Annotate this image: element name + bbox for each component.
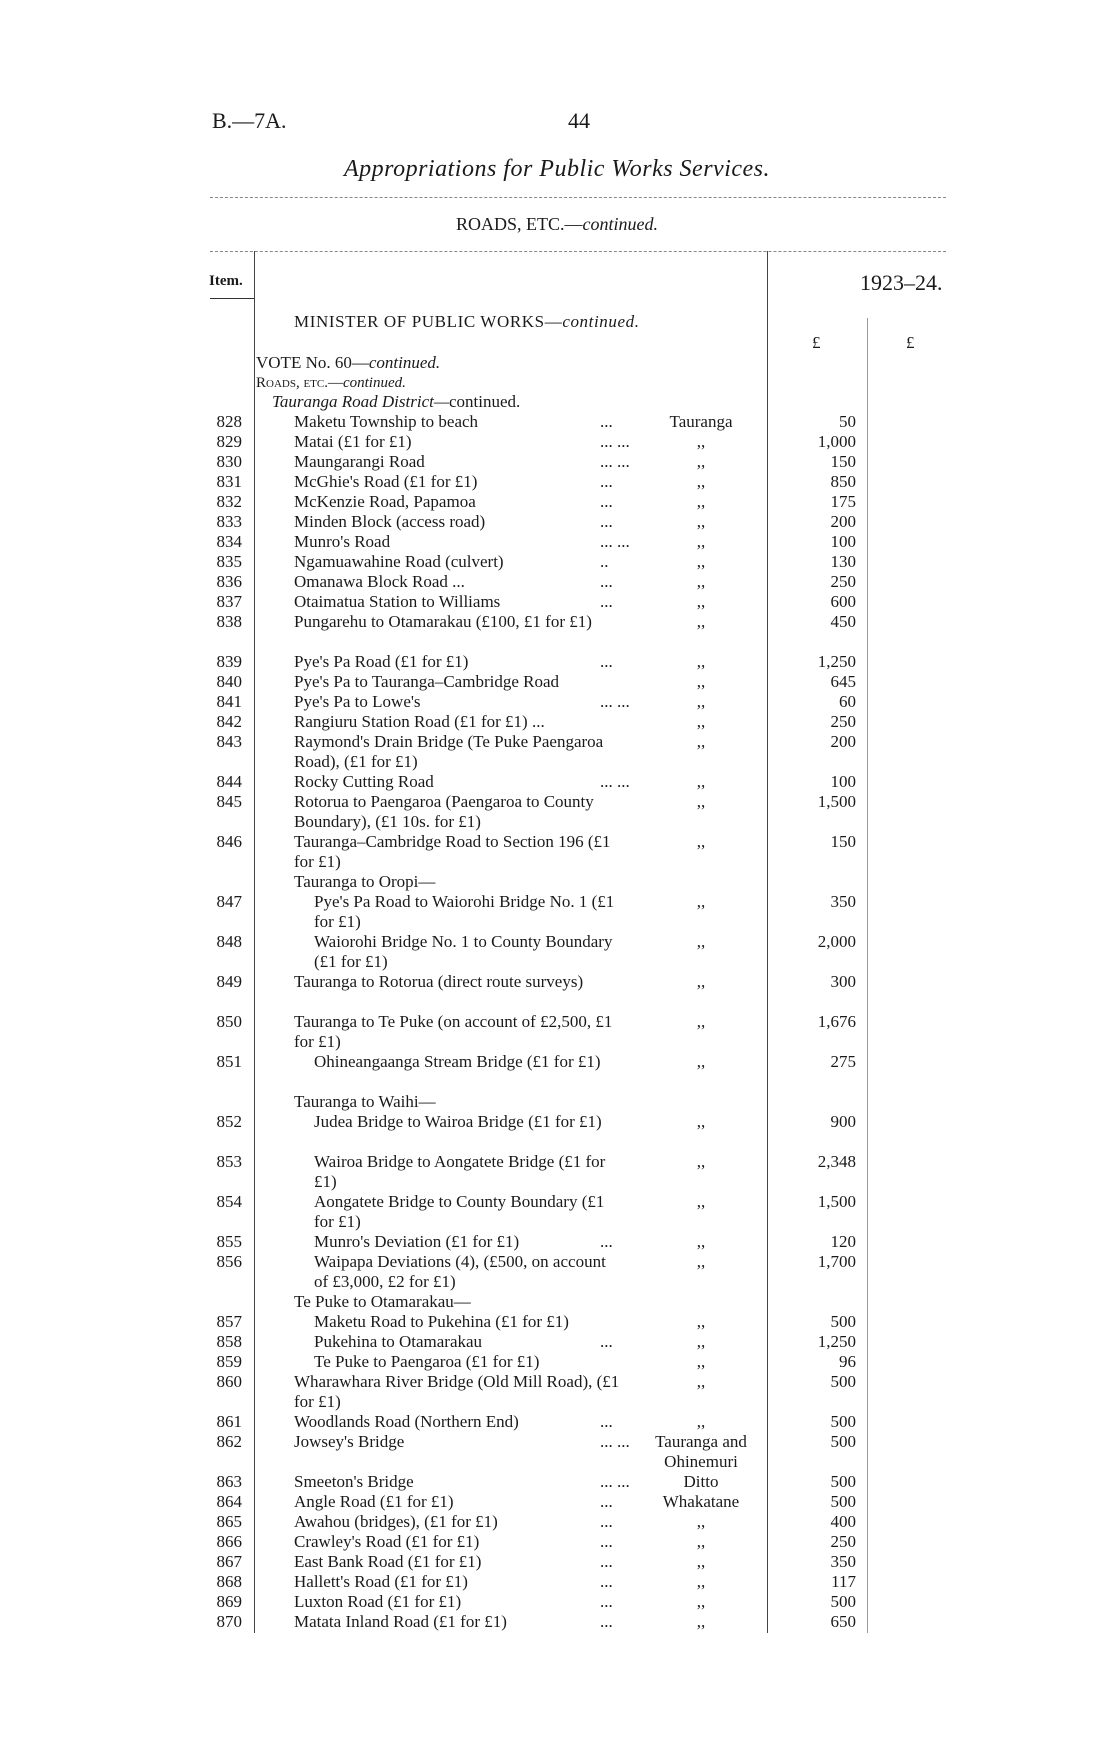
- appropriation-amount: 1,676: [817, 1012, 856, 1031]
- item-description: Wairoa Bridge to Aongatete Bridge (£1 for £1): [314, 1152, 606, 1191]
- item-column-header: Item.: [209, 273, 243, 289]
- dot-leader: ... ...: [600, 432, 630, 451]
- item-number: 868: [216, 1572, 242, 1591]
- item-number: 867: [216, 1552, 242, 1571]
- item-description: Judea Bridge to Wairoa Bridge (£1 for £1): [314, 1112, 602, 1131]
- item-description: Munro's Deviation (£1 for £1): [314, 1232, 520, 1251]
- table-top-divider: [210, 251, 946, 252]
- item-number: 841: [216, 692, 242, 711]
- electorate-name: ,,: [696, 932, 706, 951]
- dot-leader: ...: [600, 1492, 613, 1511]
- item-number: 849: [216, 972, 242, 991]
- item-description: Matata Inland Road (£1 for £1): [294, 1612, 507, 1631]
- appropriation-amount: 500: [830, 1492, 856, 1511]
- appropriation-amount: 500: [830, 1312, 856, 1331]
- appropriation-amount: 2,000: [817, 932, 856, 951]
- item-number: 865: [216, 1512, 242, 1531]
- currency-symbol-1: £: [812, 333, 821, 352]
- electorate-name: ,,: [696, 1012, 706, 1031]
- dot-leader: ...: [600, 412, 613, 431]
- appropriation-amount: 1,500: [817, 1192, 856, 1211]
- electorate-name: ,,: [696, 892, 706, 911]
- dot-leader: ...: [600, 512, 613, 531]
- electorate-name: ,,: [696, 472, 706, 491]
- electorate-name: ,,: [696, 1152, 706, 1171]
- item-number: 855: [216, 1232, 242, 1251]
- ministry-suffix: continued.: [562, 312, 640, 331]
- document-code: B.—7A.: [212, 108, 287, 133]
- electorate-name: ,,: [696, 492, 706, 511]
- item-description: Tauranga–Cambridge Road to Section 196 (£1 for £1): [294, 832, 611, 871]
- electorate-name: ,,: [696, 672, 706, 691]
- item-description: Raymond's Drain Bridge (Te Puke Paengaroa Road), (£1 for £1): [294, 732, 604, 771]
- appropriation-amount: 350: [830, 1552, 856, 1571]
- appropriation-amount: 250: [830, 712, 856, 731]
- electorate-name: ,,: [696, 1232, 706, 1251]
- electorate-name: ,,: [696, 1112, 706, 1131]
- electorate-name: Whakatane: [662, 1492, 740, 1511]
- item-description: Pye's Pa to Lowe's: [294, 692, 421, 711]
- dot-leader: ...: [600, 592, 613, 611]
- appropriation-amount: 96: [839, 1352, 856, 1371]
- appropriation-amount: 1,000: [817, 432, 856, 451]
- electorate-name: ,,: [696, 552, 706, 571]
- item-description: Omanawa Block Road ...: [294, 572, 465, 591]
- year-column-header: 1923–24.: [860, 270, 943, 295]
- appropriation-amount: 350: [830, 892, 856, 911]
- appropriation-amount: 250: [830, 1532, 856, 1551]
- item-description: Otaimatua Station to Williams: [294, 592, 501, 611]
- item-number: 844: [216, 772, 242, 791]
- subheading-te-puke-otamarakau: Te Puke to Otamarakau—: [294, 1292, 471, 1311]
- dot-leader: ..: [600, 552, 609, 571]
- appropriation-amount: 1,500: [817, 792, 856, 811]
- item-number: 858: [216, 1332, 242, 1351]
- item-description: Ngamuawahine Road (culvert): [294, 552, 504, 571]
- electorate-name: ,,: [696, 572, 706, 591]
- item-description: Jowsey's Bridge: [294, 1432, 405, 1451]
- item-description: Pye's Pa Road (£1 for £1): [294, 652, 469, 671]
- item-number: 842: [216, 712, 242, 731]
- dot-leader: ... ...: [600, 772, 630, 791]
- item-description: Maketu Township to beach: [294, 412, 479, 431]
- item-description: Matai (£1 for £1): [294, 432, 412, 451]
- item-description: Pukehina to Otamarakau: [314, 1332, 483, 1351]
- item-description: McKenzie Road, Papamoa: [294, 492, 476, 511]
- item-description: East Bank Road (£1 for £1): [294, 1552, 482, 1571]
- header-divider: [210, 197, 946, 198]
- electorate-name: ,,: [696, 592, 706, 611]
- appropriation-amount: 120: [830, 1232, 856, 1251]
- appropriation-amount: 850: [830, 472, 856, 491]
- item-number: 846: [216, 832, 242, 851]
- vote-suffix: continued.: [368, 353, 441, 372]
- item-number: 870: [216, 1612, 242, 1631]
- electorate-name: ,,: [696, 1412, 706, 1431]
- item-number: 835: [216, 552, 242, 571]
- dot-leader: ...: [600, 1332, 613, 1351]
- item-description: Woodlands Road (Northern End): [294, 1412, 519, 1431]
- item-number: 866: [216, 1532, 242, 1551]
- item-description: Munro's Road: [294, 532, 391, 551]
- electorate-name: ,,: [696, 832, 706, 851]
- appropriation-amount: 60: [839, 692, 856, 711]
- appropriation-amount: 1,250: [817, 652, 856, 671]
- item-number: 861: [216, 1412, 242, 1431]
- electorate-name: ,,: [696, 1592, 706, 1611]
- electorate-name: ,,: [696, 1352, 706, 1371]
- amount-column-rule: [767, 251, 768, 1633]
- item-number: 834: [216, 532, 242, 551]
- dot-leader: ...: [600, 1512, 613, 1531]
- page-title: Appropriations for Public Works Services.: [343, 156, 771, 182]
- item-description: Luxton Road (£1 for £1): [294, 1592, 462, 1611]
- electorate-name: Tauranga and Ohinemuri: [655, 1432, 747, 1471]
- electorate-name: ,,: [696, 972, 706, 991]
- appropriation-amount: 500: [830, 1472, 856, 1491]
- appropriation-amount: 600: [830, 592, 856, 611]
- electorate-name: Ditto: [683, 1472, 719, 1491]
- appropriation-amount: 1,250: [817, 1332, 856, 1351]
- subcolumn-rule: [867, 318, 868, 1633]
- item-description: McGhie's Road (£1 for £1): [294, 472, 478, 491]
- appropriation-amount: 500: [830, 1592, 856, 1611]
- item-number: 853: [216, 1152, 242, 1171]
- item-number: 829: [216, 432, 242, 451]
- item-number: 837: [216, 592, 242, 611]
- item-description: Angle Road (£1 for £1): [294, 1492, 454, 1511]
- dot-leader: ...: [600, 1412, 613, 1431]
- electorate-name: ,,: [696, 652, 706, 671]
- appropriation-amount: 300: [830, 972, 856, 991]
- item-number: 840: [216, 672, 242, 691]
- electorate-name: ,,: [696, 792, 706, 811]
- item-number: 839: [216, 652, 242, 671]
- appropriation-amount: 900: [830, 1112, 856, 1131]
- item-number: 863: [216, 1472, 242, 1491]
- subvote-heading: [256, 375, 406, 392]
- item-description: Tauranga to Te Puke (on account of £2,500, £1 for £1): [294, 1012, 613, 1051]
- electorate-name: ,,: [696, 432, 706, 451]
- dot-leader: ...: [600, 652, 613, 671]
- item-description: Tauranga to Rotorua (direct route surveys): [294, 972, 584, 991]
- appropriation-amount: 200: [830, 512, 856, 531]
- appropriation-amount: 500: [830, 1432, 856, 1451]
- electorate-name: ,,: [696, 1552, 706, 1571]
- electorate-name: ,,: [696, 1052, 706, 1071]
- item-number: 859: [216, 1352, 242, 1371]
- appropriation-amount: 150: [830, 832, 856, 851]
- electorate-name: ,,: [696, 452, 706, 471]
- district-suffix: continued.: [448, 392, 521, 411]
- page-number: 44: [568, 108, 590, 133]
- item-description: Rangiuru Station Road (£1 for £1) ...: [294, 712, 545, 731]
- dot-leader: ...: [600, 492, 613, 511]
- dot-leader: ...: [600, 472, 613, 491]
- item-number: 851: [216, 1052, 242, 1071]
- appropriation-amount: 450: [830, 612, 856, 631]
- dot-leader: ...: [600, 1592, 613, 1611]
- item-description: Pye's Pa Road to Waiorohi Bridge No. 1 (£1 for £1): [314, 892, 615, 931]
- electorate-name: ,,: [696, 1332, 706, 1351]
- electorate-name: ,,: [696, 1612, 706, 1631]
- item-number: 862: [216, 1432, 242, 1451]
- appropriation-amount: 100: [830, 772, 856, 791]
- item-number: 831: [216, 472, 242, 491]
- electorate-name: ,,: [696, 532, 706, 551]
- subvote-label: Roads, etc.—: [256, 375, 343, 391]
- dot-leader: ...: [600, 1572, 613, 1591]
- item-number: 857: [216, 1312, 242, 1331]
- item-description: Maungarangi Road: [294, 452, 425, 471]
- item-number: 843: [216, 732, 242, 751]
- dot-leader: ... ...: [600, 532, 630, 551]
- item-description: Ohineangaanga Stream Bridge (£1 for £1): [314, 1052, 601, 1071]
- appropriation-amount: 250: [830, 572, 856, 591]
- subheading-tauranga-oropi: Tauranga to Oropi—: [294, 872, 436, 891]
- ministry-heading: [294, 312, 640, 332]
- item-description: Minden Block (access road): [294, 512, 486, 531]
- section-label: ROADS, ETC.—: [456, 214, 583, 234]
- electorate-name: ,,: [696, 1312, 706, 1331]
- item-number: 833: [216, 512, 242, 531]
- item-description: Awahou (bridges), (£1 for £1): [294, 1512, 498, 1531]
- item-number: 860: [216, 1372, 242, 1391]
- item-number: 830: [216, 452, 242, 471]
- item-number: 847: [216, 892, 242, 911]
- item-number: 850: [216, 1012, 242, 1031]
- item-number: 864: [216, 1492, 242, 1511]
- subheading-tauranga-waihi: Tauranga to Waihi—: [294, 1092, 436, 1111]
- vote-heading: [256, 353, 440, 373]
- dot-leader: ...: [600, 1612, 613, 1631]
- item-number: 856: [216, 1252, 242, 1271]
- appropriation-amount: 650: [830, 1612, 856, 1631]
- item-description: Aongatete Bridge to County Boundary (£1 for £1): [314, 1192, 605, 1231]
- appropriation-amount: 100: [830, 532, 856, 551]
- dot-leader: ... ...: [600, 692, 630, 711]
- item-number: 854: [216, 1192, 242, 1211]
- currency-symbol-2: £: [906, 333, 915, 352]
- appropriation-amount: 150: [830, 452, 856, 471]
- item-number: 828: [216, 412, 242, 431]
- item-column-rule: [254, 251, 255, 1633]
- appropriation-amount: 200: [830, 732, 856, 751]
- electorate-name: ,,: [696, 1512, 706, 1531]
- subvote-suffix: continued.: [342, 375, 406, 391]
- appropriation-amount: 645: [830, 672, 856, 691]
- item-description: Pungarehu to Otamarakau (£100, £1 for £1): [294, 612, 592, 631]
- item-description: Smeeton's Bridge: [294, 1472, 414, 1491]
- item-header-underline: [210, 298, 254, 299]
- electorate-name: ,,: [696, 1532, 706, 1551]
- item-description: Hallett's Road (£1 for £1): [294, 1572, 468, 1591]
- item-number: 836: [216, 572, 242, 591]
- item-description: Rotorua to Paengaroa (Paengaroa to County Boundary), (£1 10s. for £1): [294, 792, 594, 831]
- electorate-name: ,,: [696, 712, 706, 731]
- dot-leader: ...: [600, 1232, 613, 1251]
- vote-label: VOTE No. 60—: [256, 353, 369, 372]
- electorate-name: ,,: [696, 772, 706, 791]
- item-description: Maketu Road to Pukehina (£1 for £1): [314, 1312, 569, 1331]
- district-heading: [272, 392, 520, 412]
- appropriation-amount: 130: [830, 552, 856, 571]
- item-number: 869: [216, 1592, 242, 1611]
- ministry-label: MINISTER OF PUBLIC WORKS—: [294, 312, 563, 331]
- item-description: Crawley's Road (£1 for £1): [294, 1532, 480, 1551]
- appropriation-amount: 500: [830, 1412, 856, 1431]
- item-description: Pye's Pa to Tauranga–Cambridge Road: [294, 672, 560, 691]
- item-description: Waiorohi Bridge No. 1 to County Boundary (£1 for £1): [314, 932, 613, 971]
- item-number: 838: [216, 612, 242, 631]
- appropriation-amount: 50: [839, 412, 856, 431]
- appropriation-amount: 1,700: [817, 1252, 856, 1271]
- electorate-name: ,,: [696, 612, 706, 631]
- appropriation-amount: 500: [830, 1372, 856, 1391]
- electorate-name: ,,: [696, 692, 706, 711]
- dot-leader: ... ...: [600, 1472, 630, 1491]
- item-description: Rocky Cutting Road: [294, 772, 434, 791]
- appropriation-amount: 275: [830, 1052, 856, 1071]
- item-description: Te Puke to Paengaroa (£1 for £1): [314, 1352, 540, 1371]
- item-number: 848: [216, 932, 242, 951]
- appropriation-amount: 117: [831, 1572, 856, 1591]
- item-number: 845: [216, 792, 242, 811]
- section-heading: [0, 214, 1114, 235]
- dot-leader: ... ...: [600, 452, 630, 471]
- district-label: Tauranga Road District—: [272, 392, 449, 411]
- dot-leader: ...: [600, 572, 613, 591]
- dot-leader: ...: [600, 1532, 613, 1551]
- item-description: Wharawhara River Bridge (Old Mill Road), (£1 for £1): [294, 1372, 620, 1411]
- item-number: 852: [216, 1112, 242, 1131]
- appropriation-amount: 2,348: [817, 1152, 856, 1171]
- item-description: Waipapa Deviations (4), (£500, on account of £3,000, £2 for £1): [314, 1252, 606, 1291]
- electorate-name: ,,: [696, 732, 706, 751]
- electorate-name: ,,: [696, 1372, 706, 1391]
- dot-leader: ... ...: [600, 1432, 630, 1451]
- section-suffix: continued.: [582, 214, 658, 234]
- appropriation-amount: 400: [830, 1512, 856, 1531]
- dot-leader: ...: [600, 1552, 613, 1571]
- appropriation-amount: 175: [830, 492, 856, 511]
- electorate-name: ,,: [696, 1572, 706, 1591]
- electorate-name: ,,: [696, 1192, 706, 1211]
- item-number: 832: [216, 492, 242, 511]
- electorate-name: Tauranga: [669, 412, 733, 431]
- electorate-name: ,,: [696, 1252, 706, 1271]
- electorate-name: ,,: [696, 512, 706, 531]
